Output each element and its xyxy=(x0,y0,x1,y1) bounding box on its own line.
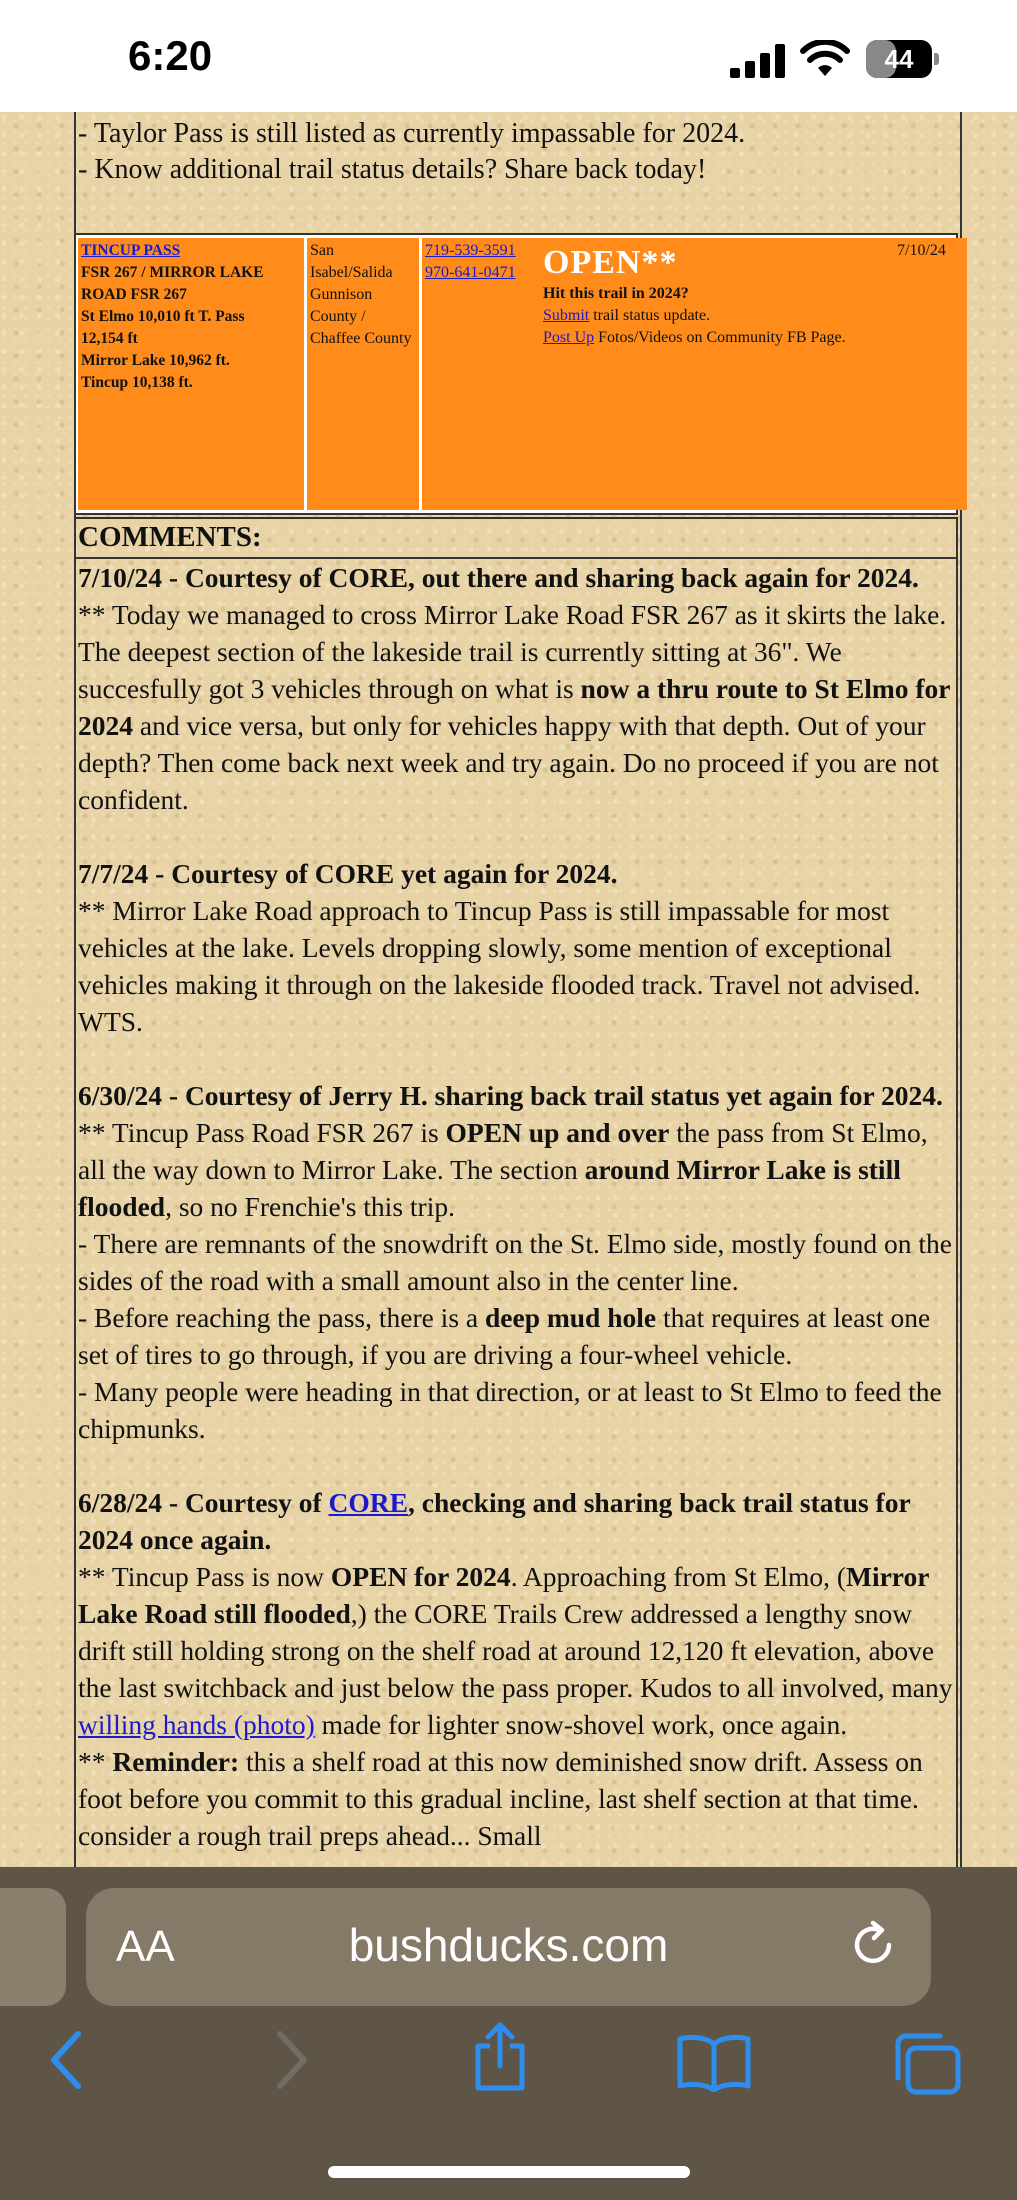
phone-link-1[interactable]: 719-539-3591 xyxy=(425,242,516,259)
comment-title: 7/10/24 - Courtesy of CORE, out there and sharing back again for 2024. xyxy=(78,562,919,593)
comment-bullet: - There are remnants of the snowdrift on the St. Elmo side, mostly found on the sides of the road with a small amount also in the center line. xyxy=(78,1228,952,1296)
submit-link[interactable]: Submit xyxy=(543,307,590,324)
previous-tab-preview[interactable] xyxy=(0,1888,66,2006)
reload-icon[interactable] xyxy=(846,1918,900,1972)
trail-status-open: OPEN** xyxy=(543,244,678,281)
comment-entry xyxy=(78,855,954,1040)
trail-name-line: 12,154 ft xyxy=(81,330,138,347)
comment-body: ** Today we managed to cross Mirror Lake Road FSR 267 as it skirts the lake. The deepest section of the lakeside trail is currently sitting at 36". We succesfully got 3 vehicles through on what is now a thru route to St Elmo for 2024 and vice versa, but only for vehicles happy with that depth. Out of your depth? Then come back next week and try again. Do no proceed if you are not confident. xyxy=(78,599,951,815)
comments-section xyxy=(74,517,958,1867)
comment-body: ** Mirror Lake Road approach to Tincup Pass is still impassable for most vehicles at the lake. Levels dropping slowly, some mention of exceptional vehicles making it through on the lakeside flooded track. Travel not advised. WTS. xyxy=(78,895,921,1037)
comment-reminder: ** Reminder: this a shelf road at this now deminished snow drift. Assess on foot before you commit to this gradual incline, last shelf section at that time. consider a rough trail preps ahead... Small xyxy=(78,1746,923,1851)
trail-date: 7/10/24 xyxy=(897,242,946,259)
comment-bullet: - Before reaching the pass, there is a deep mud hole that requires at least one set of tires to go through, if you are driving a four-wheel vehicle. xyxy=(78,1302,931,1370)
reader-options-button[interactable]: AA xyxy=(116,1922,175,1971)
comment-title: 6/28/24 - Courtesy of CORE, checking and sharing back trail status for 2024 once again. xyxy=(78,1487,911,1555)
intro-line-share: - Know additional trail status details? Share back today! xyxy=(78,154,707,185)
hit-trail-prompt: Hit this trail in 2024? xyxy=(543,285,689,302)
comment-bullet: - Many people were heading in that direction, or at least to St Elmo to feed the chipmunks. xyxy=(78,1376,942,1444)
comment-entry xyxy=(78,1484,954,1854)
comment-body: ** Tincup Pass is now OPEN for 2024. Approaching from St Elmo, (Mirror Lake Road still flooded,) the CORE Trails Crew addressed a lengthy snow drift still holding strong on the shelf road at around 12,120 ft elevation, above the last switchback and just below the pass proper. Kudos to all involved, many willing hands (photo) made for lighter snow-shovel work, once again. xyxy=(78,1561,953,1740)
trail-status-row xyxy=(74,233,958,515)
comment-title: 7/7/24 - Courtesy of CORE yet again for 2024. xyxy=(78,858,618,889)
battery-level: 44 xyxy=(884,44,914,74)
trail-name-link[interactable]: TINCUP PASS xyxy=(81,242,181,259)
forward-icon[interactable] xyxy=(272,2030,312,2090)
comment-title: 6/30/24 - Courtesy of Jerry H. sharing back trail status yet again for 2024. xyxy=(78,1080,943,1111)
trail-name-line: FSR 267 / MIRROR LAKE xyxy=(81,264,264,281)
willing-hands-photo-link[interactable]: willing hands (photo) xyxy=(78,1709,315,1740)
trail-name-line: Mirror Lake 10,962 ft. xyxy=(81,352,230,369)
comment-entry xyxy=(78,1077,954,1447)
share-icon[interactable] xyxy=(470,2022,530,2092)
trail-name-line: ROAD FSR 267 xyxy=(81,286,187,303)
forest-line: Chaffee County xyxy=(310,330,412,347)
comments-header: COMMENTS: xyxy=(76,519,956,559)
url-domain: bushducks.com xyxy=(348,1919,669,1971)
date-cell xyxy=(894,238,956,510)
home-indicator[interactable] xyxy=(328,2166,690,2178)
cellular-signal-icon xyxy=(730,44,786,78)
trail-name-line: St Elmo 10,010 ft T. Pass xyxy=(81,308,245,325)
forest-cell xyxy=(307,238,419,510)
status-bar xyxy=(0,0,1017,112)
phone-link-2[interactable]: 970-641-0471 xyxy=(425,264,516,281)
trail-name-line: Tincup 10,138 ft. xyxy=(81,374,193,391)
intro-line-taylor: - Taylor Pass is still listed as currently impassable for 2024. xyxy=(78,118,746,149)
battery-icon xyxy=(866,40,940,78)
address-bar[interactable] xyxy=(86,1888,931,2006)
post-up-link[interactable]: Post Up xyxy=(543,329,595,346)
clock: 6:20 xyxy=(128,32,213,79)
intro-text xyxy=(78,116,948,188)
tabs-icon[interactable] xyxy=(892,2032,962,2096)
submit-text: trail status update. xyxy=(589,307,711,324)
post-up-text: Fotos/Videos on Community FB Page. xyxy=(594,329,846,346)
core-link[interactable]: CORE xyxy=(328,1487,408,1518)
forest-line: San Isabel/Salida xyxy=(310,242,393,281)
trail-name-cell xyxy=(78,238,304,510)
comment-body: ** Tincup Pass Road FSR 267 is OPEN up and over the pass from St Elmo, all the way down to Mirror Lake. The section around Mirror Lake is still flooded, so no Frenchie's this trip. xyxy=(78,1117,928,1222)
back-icon[interactable] xyxy=(46,2030,86,2090)
web-page[interactable] xyxy=(0,112,1017,1867)
forest-line: Gunnison County / xyxy=(310,286,373,325)
comment-entry xyxy=(78,559,954,818)
wifi-icon xyxy=(800,40,850,78)
bookmarks-icon[interactable] xyxy=(676,2032,752,2092)
